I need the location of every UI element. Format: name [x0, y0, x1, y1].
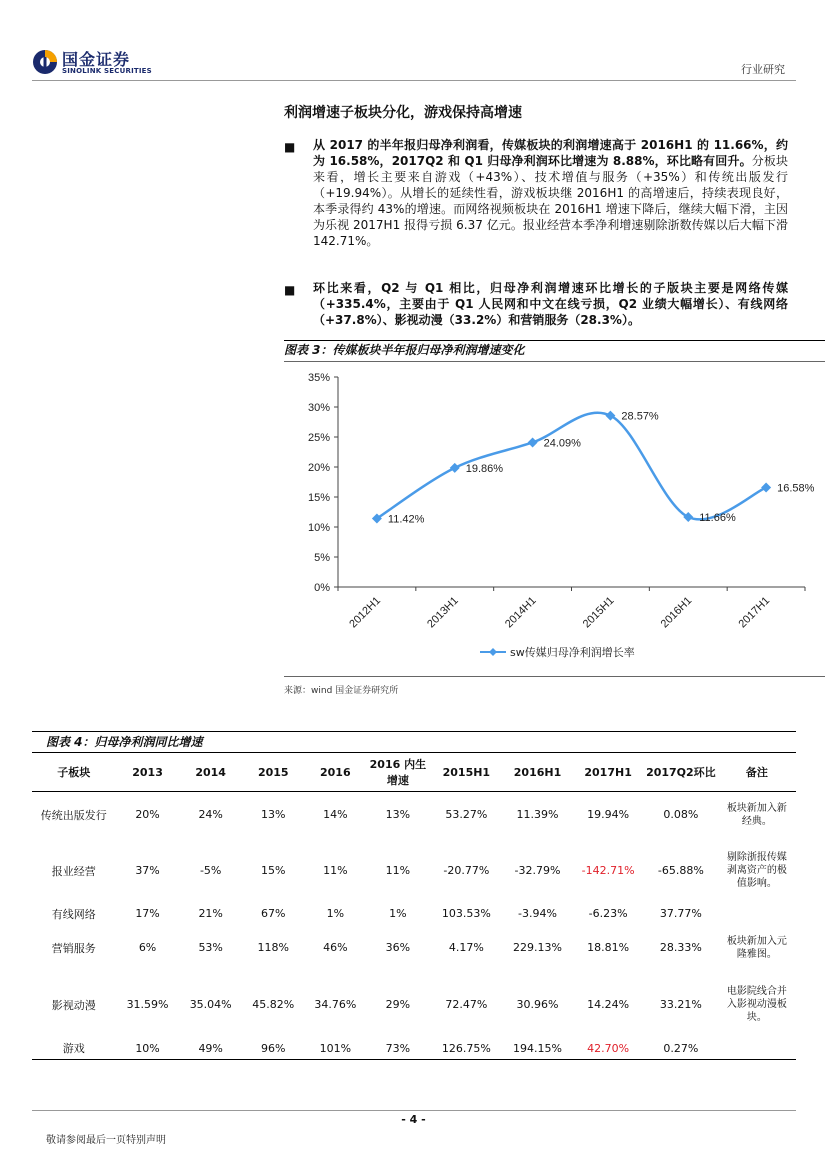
table-row [32, 838, 796, 904]
table-header-cell: 2015H1 [430, 753, 503, 792]
y-tick-label: 20% [307, 462, 330, 474]
table-cell: 13% [261, 808, 286, 822]
data-label: 24.09% [543, 437, 581, 450]
table-cell: 229.13% [513, 941, 562, 954]
figure3-title-rule [284, 361, 825, 362]
header-divider [32, 80, 796, 81]
figure4-title: 图表 4：归母净利润同比增速 [46, 735, 203, 749]
bullet-1-body-text: 分板块来看，增长主要来自游戏（+43%）、技术增值与服务（+35%）和传统出版发行（+19.94%）。从增长的延续性看，游戏板块继 2016H1 的高增速后，持续表现良好，本季录得约 43%的增速。而网络视频板块在 2016H1 增速下降后，继续大幅下滑，主因为乐视 2017H1 报得亏损 6.37 亿元。报业经营本季净利增速剔除浙数传媒以后大幅下滑 142.71%。 [313, 154, 788, 248]
table-cell: 49% [180, 1038, 242, 1060]
table-header-cell: 备注 [718, 753, 796, 792]
figure3-source-note: 来源：wind 国金证券研究所 [284, 686, 399, 696]
section-title: 利润增速子板块分化，游戏保持高增速 [284, 105, 522, 121]
table-cell: 103.53% [441, 907, 491, 920]
table-header-cell: 2013 [115, 753, 179, 792]
data-point-marker [450, 463, 460, 473]
table-header-cell: 2015 [242, 753, 305, 792]
x-tick-label: 2016H1 [658, 594, 695, 631]
table-header-row [32, 753, 796, 792]
bullet-2-bold-text: 环比来看，Q2 与 Q1 相比，归母净利润增速环比增长的子版块主要是网络传媒（+335.4%，主要由于 Q1 人民网和中文在线亏损，Q2 业绩大幅增长）、有线网络（+37.8%）、影视动漫（33.2%）和营销服务（28.3%）。 [313, 281, 788, 327]
table-cell: 37.77% [659, 907, 702, 920]
table-cell: 19.94% [587, 808, 630, 822]
table-cell: -5% [199, 864, 222, 877]
table-cell: 1% [326, 907, 345, 920]
y-tick-label: 25% [307, 432, 330, 444]
table-cell: 11.39% [516, 808, 559, 822]
bullet-square-icon: ■ [284, 283, 296, 297]
table-cell: 194.15% [503, 1038, 573, 1060]
table-cell: 14.24% [587, 998, 630, 1011]
table-cell: 96% [242, 1038, 305, 1060]
table-header-cell: 2014 [180, 753, 242, 792]
table-cell: 15% [261, 864, 286, 877]
table-cell: 73% [366, 1038, 430, 1060]
table-cell: 4.17% [448, 941, 484, 954]
table-cell: 13% [385, 808, 411, 822]
table-cell: 17% [135, 907, 160, 920]
bullet-paragraph-2 [284, 280, 788, 328]
disclaimer-note: 敬请参阅最后一页特别声明 [46, 1135, 166, 1146]
table-cell: 游戏 [32, 1038, 115, 1060]
page-number: - 4 - [401, 1113, 426, 1126]
table-cell: 118% [257, 941, 289, 954]
y-tick-label: 0% [314, 582, 330, 594]
table-cell: 0.08% [663, 808, 699, 822]
x-tick-label: 2017H1 [736, 594, 773, 631]
table-cell: 21% [198, 907, 223, 920]
table-note-cell [718, 1038, 796, 1060]
table-note-cell: 板块新加入新经典。 [726, 802, 787, 827]
table-cell: 31.59% [126, 998, 169, 1011]
table-cell: 影视动漫 [51, 998, 96, 1012]
table-cell: -6.23% [588, 907, 628, 920]
table-cell: 72.47% [445, 998, 488, 1011]
data-label: 11.66% [699, 512, 736, 525]
table-header-cell: 2016H1 [503, 753, 573, 792]
logo-chinese-name: 国金证券 [62, 50, 131, 69]
table-cell: 6% [138, 941, 157, 954]
sinolink-logo-icon [32, 49, 58, 75]
table-header-cell: 2017H1 [572, 753, 644, 792]
table-cell: 126.75% [430, 1038, 503, 1060]
table-cell: 35.04% [189, 998, 232, 1011]
x-tick-label: 2015H1 [580, 594, 617, 631]
table-cell: 28.33% [659, 941, 702, 954]
table-cell: -65.88% [657, 864, 704, 877]
table-cell: 67% [261, 907, 286, 920]
table-cell: 37% [135, 864, 160, 877]
table-cell: 报业经营 [51, 864, 96, 878]
y-tick-label: 35% [307, 372, 330, 384]
x-tick-label: 2014H1 [502, 594, 539, 631]
table-cell: 33.21% [659, 998, 702, 1011]
table-cell-negative-highlight: -142.71% [581, 864, 635, 877]
table-cell: 101% [305, 1038, 366, 1060]
table-note-cell: 剔除浙报传媒剥离资产的极值影响。 [726, 852, 787, 889]
table-cell: 传统出版发行 [40, 808, 107, 822]
table-header-cell: 2017Q2环比 [644, 753, 718, 792]
table-row [32, 1038, 796, 1060]
table-cell: 10% [115, 1038, 179, 1060]
table-cell: -32.79% [514, 864, 561, 877]
figure3-line-chart [284, 363, 825, 673]
table-cell: 有线网络 [51, 907, 96, 921]
table-cell: 36% [385, 941, 411, 954]
figure4-top-rule [32, 731, 796, 732]
table-cell: 29% [385, 998, 411, 1011]
figure3-bottom-rule [284, 676, 825, 677]
footer-divider [32, 1110, 796, 1111]
figure3-title: 图表 3：传媒板块半年报归母净利润增速变化 [284, 343, 525, 357]
y-tick-label: 10% [307, 522, 330, 534]
y-tick-label: 15% [307, 492, 330, 504]
table-cell: 53.27% [445, 808, 488, 822]
series-line [377, 410, 766, 520]
figure4-growth-table [32, 752, 796, 1060]
table-cell-positive-highlight: 42.70% [572, 1038, 644, 1060]
x-tick-label: 2013H1 [425, 594, 461, 631]
table-cell: 34.76% [314, 998, 357, 1011]
x-tick-label: 2012H1 [347, 594, 384, 631]
data-label: 19.86% [465, 462, 504, 475]
table-row [32, 972, 796, 1038]
table-cell: 53% [198, 941, 223, 954]
logo-english-name: SINOLINK SECURITIES [62, 67, 152, 75]
table-cell: 11% [385, 864, 411, 877]
table-note-cell [718, 904, 796, 924]
table-cell: 11% [323, 864, 348, 877]
table-header-cell: 子板块 [32, 753, 115, 792]
table-cell: -3.94% [518, 907, 557, 920]
table-cell: 30.96% [516, 998, 559, 1011]
table-cell: 18.81% [587, 941, 630, 954]
table-cell: 14% [323, 808, 348, 822]
bullet-paragraph-1 [284, 137, 788, 249]
table-cell: 45.82% [252, 998, 295, 1011]
table-cell: 1% [389, 907, 407, 920]
table-cell: 营销服务 [51, 941, 96, 955]
table-note-cell: 板块新加入元隆雅图。 [726, 935, 787, 960]
table-cell: 0.27% [644, 1038, 718, 1060]
table-row [32, 904, 796, 924]
y-tick-label: 5% [314, 552, 330, 564]
table-cell: 20% [135, 808, 160, 822]
table-header-cell: 2016 内生增速 [366, 753, 430, 792]
data-label: 11.42% [387, 513, 425, 526]
y-tick-label: 30% [307, 402, 330, 414]
table-cell: 46% [323, 941, 348, 954]
report-category: 行业研究 [741, 63, 785, 76]
table-note-cell: 电影院线合并入影视动漫板块。 [726, 986, 787, 1023]
bullet-square-icon: ■ [284, 140, 296, 154]
table-cell: 24% [198, 808, 223, 822]
legend-label: sw传媒归母净利润增长率 [510, 646, 635, 659]
table-cell: -20.77% [443, 864, 490, 877]
data-label: 28.57% [621, 410, 659, 423]
bullet-1-bold-text: 从 2017 的半年报归母净利润看，传媒板块的利润增速高于 2016H1 的 11.66%，约为 16.58%，2017Q2 和 Q1 归母净利润环比增速为 8.88%，环比略有回升。 [313, 138, 788, 168]
data-point-marker [761, 483, 771, 493]
legend-marker-icon [489, 648, 497, 656]
table-header-cell: 2016 [305, 753, 366, 792]
data-label: 16.58% [777, 482, 815, 495]
table-row [32, 924, 796, 972]
table-row [32, 792, 796, 838]
data-point-marker [528, 437, 538, 447]
